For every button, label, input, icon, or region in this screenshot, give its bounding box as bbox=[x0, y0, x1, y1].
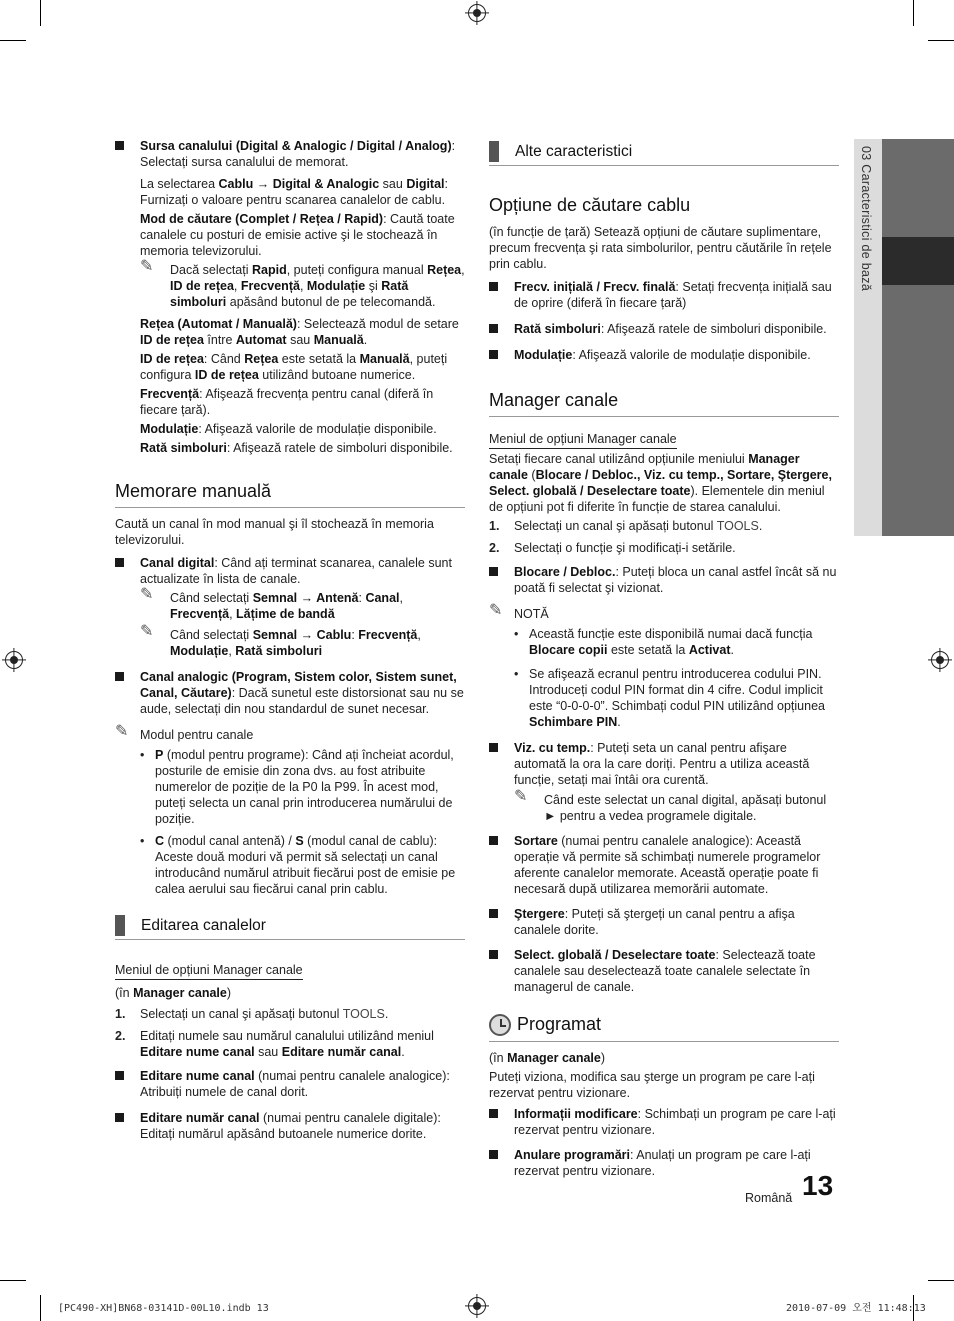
pencil-note-icon: ✎ bbox=[514, 788, 528, 805]
square-bullet-icon bbox=[489, 567, 498, 576]
crop-mark bbox=[0, 40, 26, 41]
pencil-note-icon: ✎ bbox=[115, 723, 129, 740]
square-bullet-icon bbox=[115, 141, 124, 150]
menu-label: Meniul de opțiuni Manager canale bbox=[489, 431, 677, 449]
step-2: 2. Selectați o funcție şi modificați-i setările. bbox=[489, 541, 736, 555]
list-item-editare-numar: Editare număr canal (numai pentru canalele digitale): Editați numărul apăsând butoanele numerice dorite. bbox=[115, 1110, 465, 1142]
list-item-frecv: Frecv. inițială / Frecv. finală: Setați frecvența inițială sau de oprire (diferă în fiecare țară) bbox=[489, 279, 839, 311]
dot-bullet-icon: • bbox=[514, 627, 519, 641]
square-bullet-icon bbox=[489, 743, 498, 752]
print-slug-date: 2010-07-09 오전 11:48:13 bbox=[786, 1303, 926, 1314]
square-bullet-icon bbox=[115, 672, 124, 681]
square-bullet-icon bbox=[489, 1109, 498, 1118]
square-bullet-icon bbox=[489, 324, 498, 333]
sub-options: Rețea (Automat / Manuală): Selectează modul de setare ID de rețea între Automat sau Manuală. ID de rețea: Când Rețea este setată la Manuală, puteți configura ID de rețea utilizând butoane numerice. Frecvență: Afişează frecvența pentru canal (diferă în fiecare țară). Modulație: Afişează valorile de modulație disponibile. Rată simboluri: Afişează ratele de simboluri disponibile. bbox=[140, 317, 459, 455]
dot-bullet-icon: • bbox=[140, 834, 145, 848]
square-bullet-icon bbox=[115, 1113, 124, 1122]
note: ✎ Modul pentru canale bbox=[115, 723, 254, 742]
list-item-note-2: • Se afişează ecranul pentru introducerea codului PIN. Introduceți codul PIN format din 4 cifre. Codul implicit este “0-0-0-0”. Schimbați codul PIN utilizând opțiunea Schimbare PIN. bbox=[514, 667, 825, 729]
page-number: 13 bbox=[802, 1170, 834, 1201]
list-item-blocare: Blocare / Debloc.: Puteți bloca un canal astfel încât să nu poată fi selectat şi vizionat. bbox=[489, 564, 839, 596]
pencil-note-icon: ✎ bbox=[489, 602, 503, 619]
pencil-note-icon: ✎ bbox=[140, 258, 154, 275]
crop-mark bbox=[40, 0, 41, 26]
list-item-note-1: • Această funcție este disponibilă numai dacă funcția Blocare copii este setată la Activat. bbox=[514, 627, 813, 657]
list-item-c: • C (modul canal antenă) / S (modul canal de cablu): Aceste două moduri vă permit să selectați un canal introducând numărul atribuit fiecărui post de emisie pe calea aerului sau fiecărui canal prin cablu. bbox=[140, 834, 456, 896]
list-item-select: Select. globală / Deselectare toate: Selectează toate canalele sau deselectează toate canalele selectate în managerul de canale. bbox=[489, 947, 839, 995]
paragraph: Caută un canal în mod manual şi îl stochează în memoria televizorului. bbox=[115, 517, 434, 547]
section-heading-memorare: Memorare manuală bbox=[115, 480, 465, 508]
list-item-sursa: Sursa canalului (Digital & Analogic / Digital / Analog): Selectați sursa canalului de memorat. La selectarea Cablu → Digital & Analogic sau Digital: Furnizați o valoare pentru scanarea canalelor de cablu. Mod de căutare (Complet / Rețea / Rapid): Caută toate canalele cu posturi de emisie active şi le stochează în memoria televizorului. bbox=[115, 138, 465, 259]
square-bullet-icon bbox=[489, 950, 498, 959]
list-item-p: • P (modul pentru programe): Când ați încheiat acordul, posturile de emisie din zona dvs. au fost atribuite numerelor de poziție de la P0 la P99. În acest mod, puteți selecta un canal prin introducerea numărului de poziție. bbox=[140, 748, 454, 826]
subsection-heading-alte: Alte caracteristici bbox=[489, 141, 839, 166]
dot-bullet-icon: • bbox=[514, 667, 519, 681]
list-item-editare-nume: Editare nume canal (numai pentru canalele analogice): Atribuiți numele de canal dorit. bbox=[115, 1068, 465, 1100]
footer-language: Română bbox=[745, 1191, 793, 1205]
chapter-label: 03 Caracteristici de bază bbox=[859, 146, 873, 292]
paragraph: Puteți viziona, modifica sau şterge un program pe care l-ați rezervat pentru vizionare. bbox=[489, 1070, 815, 1101]
paragraph: (în funcție de țară) Setează opțiuni de căutare suplimentare, precum frecvența şi rata simbolurilor, pentru căutările în rețele prin cablu. bbox=[489, 225, 832, 271]
pencil-note-icon: ✎ bbox=[140, 586, 154, 603]
list-item-canal-digital: Canal digital: Când ați terminat scanarea, canalele sunt actualizate în lista de canale. bbox=[115, 555, 465, 587]
pencil-note-icon: ✎ bbox=[140, 623, 154, 640]
list-item-modulatie: Modulație: Afişează valorile de modulație disponibile. bbox=[489, 347, 839, 363]
step-1: 1. Selectați un canal şi apăsați butonul TOOLS. bbox=[489, 519, 763, 533]
list-item-canal-analogic: Canal analogic (Program, Sistem color, Sistem sunet, Canal, Căutare): Dacă sunetul este distorsionat sau nu se aude, selectați din nou standardul de sunet necesar. bbox=[115, 669, 465, 717]
menu-label: Meniul de opțiuni Manager canale bbox=[115, 962, 303, 980]
note: ✎ Când este selectat un canal digital, apăsați butonul ► pentru a vedea programele digitale. bbox=[514, 788, 827, 823]
clock-icon bbox=[489, 1014, 511, 1036]
registration-mark-icon bbox=[468, 4, 486, 22]
registration-mark-icon bbox=[5, 651, 23, 669]
subsection-heading-editare: Editarea canalelor bbox=[115, 915, 465, 940]
step-1: 1. Selectați un canal şi apăsați butonul TOOLS. bbox=[115, 1007, 389, 1021]
left-column: Sursa canalului (Digital & Analogic / Digital / Analog): Selectați sursa canalului de memorat. La selectarea Cablu → Digital & Analogic sau Digital: Furnizați o valoare pentru scanarea canalelor de cablu. Mod de căutare (Complet / Rețea / Rapid): Caută toate canalele cu posturi de emisie active şi le stochează în memoria televizorului. ✎ Dacă selectați Rapid, puteți configura manual Rețea, ID de rețea, Frecvență, Modulație şi Rată simboluri apăsând butonul de pe telecomandă. Rețea (Automat / Manuală): Selectează modul de setare ID de rețea între Automat sau Manuală. ID de rețea: Când Rețea este setată la Manuală, puteți configura ID de rețea utilizând butoane numerice. Frecvență: Afişează frecvența pentru canal (diferă în fiecare țară). Modulație: Afişează valorile de modulație disponibile. Rată simboluri: Afişează ratele de simboluri disponibile. Memorare manuală Caută un canal în mod manual şi îl stochează în memoria televizorului. Canal digital: Când ați terminat scanarea, canalele sunt actualizate în lista de canale. ✎ Când selectați Semnal → Antenă: Canal, Frecvență, Lățime de bandă ✎ Când selectați Semnal → Cablu: Frecvență, Modulație, Rată simboluri Canal analogic (Program, Sistem color, Sistem sunet, Canal, Căutare): Dacă sunetul este distorsionat sau nu se aude, selectați din nou standardul de sunet necesar. ✎ Modul pentru canale • P (modul pentru programe): Când ați încheiat acordul, posturile de emisie din zona dvs. au fost atribuite numerelor de poziție de la P0 la P99. În acest mod, puteți selecta un canal prin introducerea numărului de poziție. • C (modul canal antenă) / S (modul canal de cablu): Aceste două moduri vă permit să selectați un canal introducând numărul atribuit fiecărui post de emisie pe calea aerului sau fiecărui canal prin cablu. Editarea canalelor Meniul de opțiuni Manager canale (în Manager canale) 1. Selectați un canal şi apăsați butonul TOOLS. 2. Editați numele sau numărul canalului utilizând meniul Editare nume canal sau Editare număr canal. Editare nume canal (numai pentru canalele analogice): Atribuiți numele de canal dorit. Editare număr canal (numai pentru canalele digitale): Editați numărul apăsând butoanele numerice dorite. bbox=[115, 139, 465, 1141]
crop-mark bbox=[913, 0, 914, 26]
square-bullet-icon bbox=[489, 1150, 498, 1159]
note: ✎ Când selectați Semnal → Cablu: Frecvență, Modulație, Rată simboluri bbox=[140, 623, 421, 658]
list-item-rata: Rată simboluri: Afişează ratele de simboluri disponibile. bbox=[489, 321, 839, 337]
list-item-informatii: Informații modificare: Schimbați un program pe care l-ați rezervat pentru vizionare. bbox=[489, 1106, 839, 1138]
crop-mark bbox=[0, 1280, 26, 1281]
print-slug-file: [PC490-XH]BN68-03141D-00L10.indb 13 bbox=[58, 1303, 269, 1314]
step-2: 2. Editați numele sau numărul canalului utilizând meniul Editare nume canal sau Editare număr canal. bbox=[115, 1029, 434, 1059]
right-column: Alte caracteristici Opțiune de căutare cablu (în funcție de țară) Setează opțiuni de căutare suplimentare, precum frecvența şi rata simbolurilor, pentru căutările în rețele prin cablu. Frecv. inițială / Frecv. finală: Setați frecvența inițială sau de oprire (diferă în fiecare țară) Rată simboluri: Afişează ratele de simboluri disponibile. Modulație: Afişează valorile de modulație disponibile. Manager canale Meniul de opțiuni Manager canale Setați fiecare canal utilizând opțiunile meniului Manager canale (Blocare / Debloc., Viz. cu temp., Sortare, Ştergere, Select. globală / Deselectare toate). Elementele din meniul de opțiuni pot fi diferite în funcție de starea canalului. 1. Selectați un canal şi apăsați butonul TOOLS. 2. Selectați o funcție şi modificați-i setările. Blocare / Debloc.: Puteți bloca un canal astfel încât să nu poată fi selectat şi vizionat. ✎ NOTĂ • Această funcție este disponibilă numai dacă funcția Blocare copii este setată la Activat. • Se afişează ecranul pentru introducerea codului PIN. Introduceți codul PIN format din 4 cifre. Codul implicit este “0-0-0-0”. Schimbați codul PIN utilizând opțiunea Schimbare PIN. Viz. cu temp.: Puteți seta un canal pentru afişare automată la ora la care doriți. Pentru a utiliza această funcție, setați mai întâi ora curentă. ✎ Când este selectat un canal digital, apăsați butonul ► pentru a vedea programele digitale. Sortare (numai pentru canalele analogice): Această operație vă permite să schimbați numerele programelor aferente canalelor memorate. Această operație poate fi necesară după utilizarea memorării automate. Ştergere: Puteți să ştergeți un canal pentru a afişa canalele dorite. Select. globală / Deselectare toate: Selectează toate canalele sau deselectează toate canalele selectate în managerul de canale. Programat (în Manager canale) Puteți viziona, modifica sau şterge un program pe care l-ați rezervat pentru vizionare. Informații modificare: Schimbați un program pe care l-ați rezervat pentru vizionare. Anulare programări: Anulați un program pe care l-ați rezervat pentru vizionare. bbox=[489, 138, 839, 1186]
square-bullet-icon bbox=[115, 558, 124, 567]
dot-bullet-icon: • bbox=[140, 748, 145, 762]
section-heading-manager: Manager canale bbox=[489, 389, 839, 417]
square-bullet-icon bbox=[489, 282, 498, 291]
list-item-viz: Viz. cu temp.: Puteți seta un canal pentru afişare automată la ora la care doriți. Pentru a utiliza această funcție, setați mai întâi ora curentă. bbox=[489, 740, 839, 788]
square-bullet-icon bbox=[115, 1071, 124, 1080]
crop-mark bbox=[928, 1280, 954, 1281]
list-item-stergere: Ştergere: Puteți să ştergeți un canal pentru a afişa canalele dorite. bbox=[489, 906, 839, 938]
crop-mark bbox=[928, 40, 954, 41]
registration-mark-icon bbox=[468, 1297, 486, 1315]
square-bullet-icon bbox=[489, 909, 498, 918]
list-item-anulare: Anulare programări: Anulați un program pe care l-ați rezervat pentru vizionare. bbox=[489, 1147, 839, 1179]
note: ✎ Când selectați Semnal → Antenă: Canal, Frecvență, Lățime de bandă bbox=[140, 586, 403, 621]
note-heading: ✎ NOTĂ bbox=[489, 602, 549, 621]
note: ✎ Dacă selectați Rapid, puteți configura manual Rețea, ID de rețea, Frecvență, Modulație şi Rată simboluri apăsând butonul de pe telecomandă. bbox=[140, 258, 465, 309]
chapter-marker bbox=[882, 237, 954, 285]
section-heading-optiune: Opțiune de căutare cablu bbox=[489, 195, 691, 215]
section-heading-programat: Programat bbox=[489, 1013, 839, 1042]
square-bullet-icon bbox=[489, 350, 498, 359]
crop-mark bbox=[40, 1295, 41, 1321]
square-bullet-icon bbox=[489, 836, 498, 845]
list-item-sortare: Sortare (numai pentru canalele analogice): Această operație vă permite să schimbați numerele programelor aferente canalelor memorate. Această operație poate fi necesară după utilizarea memorării automate. bbox=[489, 833, 839, 897]
registration-mark-icon bbox=[931, 651, 949, 669]
